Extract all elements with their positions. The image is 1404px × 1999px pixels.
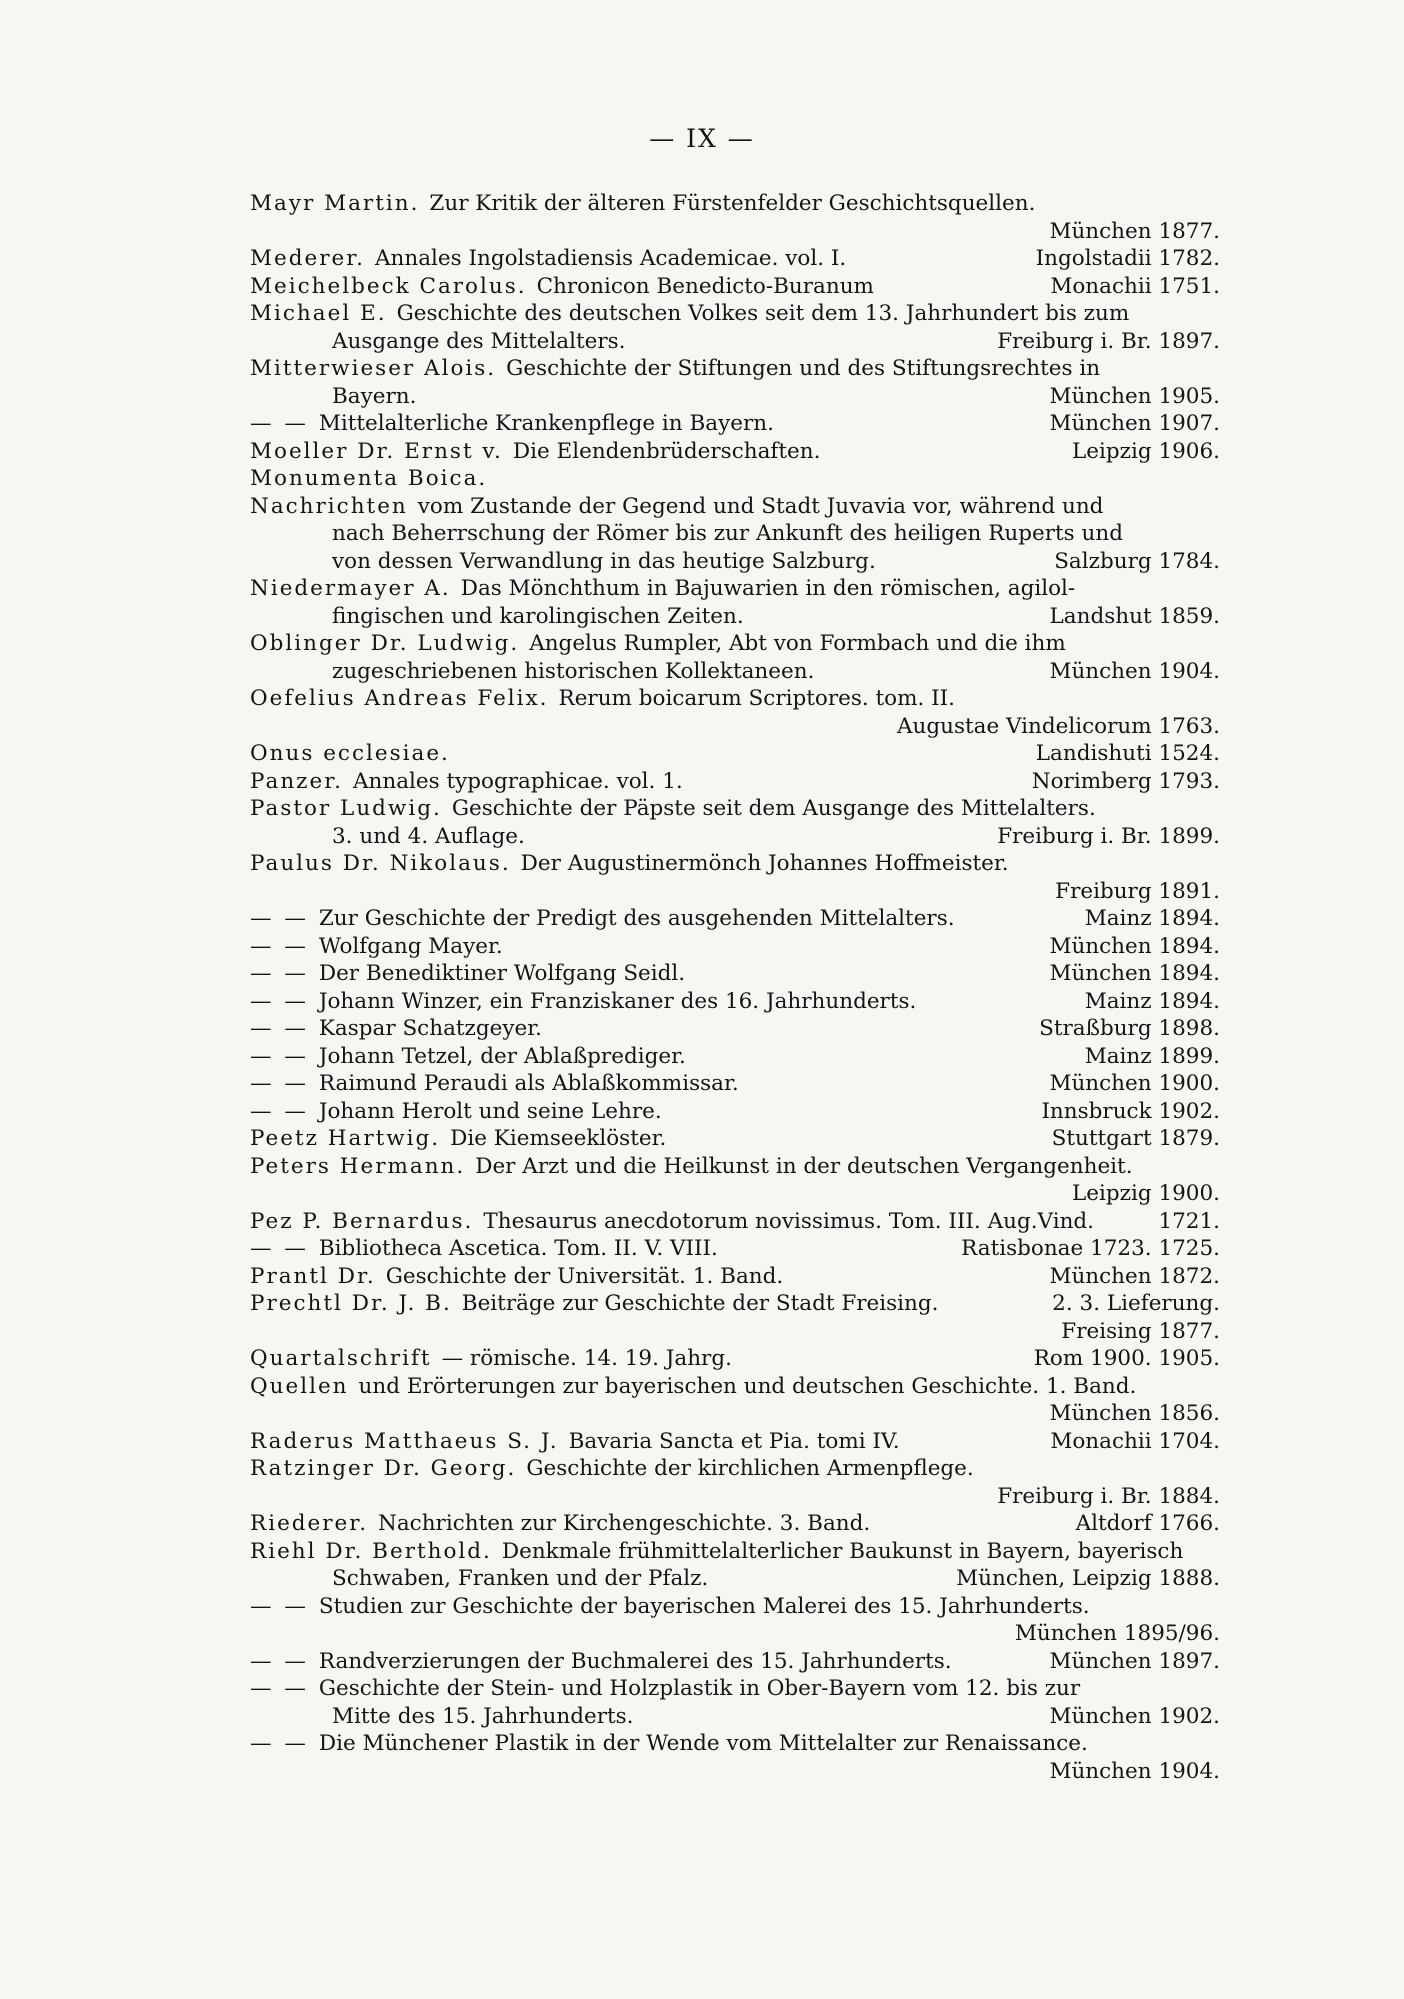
entry-publication: 1721. [1158, 1208, 1220, 1234]
entry-author: Meichelbeck Carolus. [250, 273, 527, 299]
entry-line [250, 218, 1220, 246]
entry-line-left [250, 300, 1129, 328]
entry-publication: Norimberg 1793. [1031, 768, 1220, 794]
entry-line [250, 493, 1220, 521]
entry-line [250, 1318, 1220, 1346]
entry-title: Chronicon Benedicto-Buranum [536, 273, 874, 299]
entry-publication: Mainz 1894. [1084, 906, 1220, 931]
entry-line-left [250, 1098, 662, 1126]
entry-publication: Altdorf 1766. [1075, 1511, 1220, 1536]
entry-line-left [250, 1235, 718, 1263]
entry-line-left [332, 548, 876, 576]
entry-publication: Freiburg 1891. [1055, 878, 1220, 904]
entry-author: Nachrichten [250, 493, 408, 519]
bibliography-entry [250, 1455, 1220, 1510]
entry-author: Raderus Matthaeus S. J. [250, 1428, 559, 1454]
entry-title: nach Beherrschung der Römer bis zur Ankunft des heiligen Ruperts und [332, 521, 1124, 546]
entry-title: Die Kiemseeklöster. [450, 1126, 667, 1151]
entry-author: Mitterwieser Alois. [250, 356, 497, 381]
entry-title: Raimund Peraudi als Ablaßkommissar. [318, 1071, 739, 1096]
bibliography-entry [250, 438, 1220, 466]
entry-line [250, 1758, 1220, 1786]
entry-line-left [332, 658, 814, 686]
entry-line-left [332, 383, 416, 411]
entry-publication: München 1895/96. [1014, 1621, 1220, 1646]
entry-publication: München 1877. [1049, 218, 1220, 244]
entry-line [250, 1098, 1220, 1126]
page-number: — IX — [649, 124, 755, 153]
entry-publication: München 1897. [1049, 1648, 1220, 1674]
entry-line-left [250, 1538, 1183, 1566]
entry-line [250, 1235, 1220, 1263]
entry-title: Johann Winzer, ein Franziskaner des 16. Jahrhunderts. [318, 988, 917, 1014]
entry-line-left [250, 1043, 686, 1071]
bibliography-entry [250, 1538, 1220, 1593]
ditto-dash: — — [250, 1016, 309, 1041]
entry-line [250, 878, 1220, 906]
entry-title: Bayern. [332, 383, 417, 409]
bibliography-entry [250, 1510, 1220, 1538]
entry-publication: München 1900. [1049, 1071, 1220, 1096]
entry-publication: Freising 1877. [1061, 1318, 1220, 1344]
entry-line [250, 988, 1220, 1016]
entry-line-left [250, 190, 1035, 218]
entry-publication: Innsbruck 1902. [1041, 1098, 1220, 1124]
entry-author: Quartalschrift [250, 1346, 432, 1371]
entry-line [250, 1400, 1220, 1428]
entry-line [250, 1648, 1220, 1676]
entry-line [250, 300, 1220, 328]
entry-publication: Augustae Vindelicorum 1763. [896, 713, 1220, 739]
entry-line [250, 438, 1220, 466]
entry-title: Geschichte der Stein- und Holzplastik in Ober-Bayern vom 12. bis zur [318, 1676, 1081, 1701]
bibliography-entry [250, 493, 1220, 576]
entry-title: Geschichte des deutschen Volkes seit dem 13. Jahrhundert bis zum [396, 301, 1130, 326]
bibliography-entry [250, 575, 1220, 630]
entry-line [250, 328, 1220, 356]
entry-author: Peetz Hartwig. [250, 1126, 441, 1151]
entry-line [250, 1565, 1220, 1593]
entry-publication: München 1856. [1049, 1401, 1220, 1426]
bibliography-entry [250, 1263, 1220, 1291]
entry-line [250, 1455, 1220, 1483]
entry-publication: München 1905. [1049, 383, 1220, 409]
entry-line [250, 768, 1220, 796]
entry-line [250, 905, 1220, 933]
entry-publication: Rom 1900. 1905. [1033, 1346, 1220, 1371]
entry-line [250, 520, 1220, 548]
entry-author: Paulus Dr. Nikolaus. [250, 851, 511, 876]
entry-title: Bibliotheca Ascetica. Tom. II. V. VIII. [318, 1236, 718, 1261]
entry-line [250, 603, 1220, 631]
ditto-dash: — — [250, 1648, 309, 1674]
bibliography-entry [250, 1098, 1220, 1126]
entry-line [250, 1345, 1220, 1373]
entry-line-left [332, 1565, 708, 1593]
entry-author: Peters Hermann. [250, 1153, 466, 1179]
entry-line [250, 465, 1220, 493]
bibliography-entry [250, 1290, 1220, 1345]
entry-line [250, 273, 1220, 301]
entry-author: Panzer. [250, 768, 343, 794]
entry-title: 3. und 4. Auflage. [332, 823, 525, 849]
entry-line-left [250, 1263, 783, 1291]
entry-line [250, 1125, 1220, 1153]
entry-title: Geschichte der Universität. 1. Band. [385, 1263, 784, 1289]
entry-line-left [250, 1208, 1094, 1236]
bibliography-entry [250, 1593, 1220, 1648]
bibliography-entry [250, 1648, 1220, 1676]
entry-line-left [250, 933, 503, 961]
bibliography-entry [250, 1345, 1220, 1373]
entry-title: Der Benediktiner Wolfgang Seidl. [318, 961, 686, 986]
entry-author: Mayr Martin. [250, 191, 420, 216]
ditto-dash: — — [250, 411, 309, 436]
entry-author: Quellen [250, 1373, 349, 1399]
bibliography-entry [250, 245, 1220, 273]
entry-line-left [250, 685, 955, 713]
entry-line [250, 850, 1220, 878]
entry-title: Beiträge zur Geschichte der Stadt Freising. [461, 1291, 939, 1316]
entry-title: zugeschriebenen historischen Kollektaneen. [332, 658, 815, 684]
bibliography-entry [250, 1015, 1220, 1043]
entry-title: vom Zustande der Gegend und Stadt Juvavia vor, während und [417, 493, 1104, 519]
bibliography-entry [250, 685, 1220, 740]
entry-title: und Erörterungen zur bayerischen und deutschen Geschichte. 1. Band. [358, 1373, 1137, 1399]
entry-author: Onus ecclesiae. [250, 741, 450, 766]
entry-publication: Mainz 1899. [1084, 1043, 1220, 1069]
entry-author: Prantl Dr. [250, 1263, 376, 1289]
bibliography-entry [250, 795, 1220, 850]
entry-line [250, 1730, 1220, 1758]
entry-title: von dessen Verwandlung in das heutige Salzburg. [332, 548, 876, 574]
entry-publication: München 1904. [1049, 1758, 1220, 1784]
entry-publication: Monachii 1751. [1050, 273, 1220, 299]
entry-publication: Salzburg 1784. [1054, 548, 1220, 574]
entry-line-left [250, 1455, 974, 1483]
bibliography-entry [250, 1373, 1220, 1428]
entry-line [250, 190, 1220, 218]
entry-title: Studien zur Geschichte der bayerischen Malerei des 15. Jahrhunderts. [318, 1593, 1090, 1619]
entry-title: Das Mönchthum in Bajuwarien in den römischen, agilol- [460, 576, 1076, 601]
entry-author: Pez P. Bernardus. [250, 1208, 474, 1234]
entry-title: Der Augustinermönch Johannes Hoffmeister. [520, 851, 1009, 876]
entry-author: Prechtl Dr. J. B. [250, 1291, 452, 1316]
entry-line-left [250, 1345, 732, 1373]
entry-line-left [250, 768, 683, 796]
entry-line [250, 1483, 1220, 1511]
ditto-dash: — — [250, 1098, 309, 1124]
entry-line-left [250, 988, 916, 1016]
entry-line [250, 1510, 1220, 1538]
entry-line-left [332, 823, 525, 851]
entry-line-left [250, 410, 774, 438]
entry-line-left [250, 1290, 938, 1318]
entry-title: Denkmale frühmittelalterlicher Baukunst in Bayern, bayerisch [501, 1538, 1184, 1564]
entry-line-left [250, 905, 955, 933]
entry-line [250, 960, 1220, 988]
entry-line [250, 1675, 1220, 1703]
entry-line-left [250, 795, 1096, 823]
entry-line-left [250, 960, 685, 988]
entry-title: Geschichte der Stiftungen und des Stiftungsrechtes in [506, 356, 1101, 381]
entry-publication: Stuttgart 1879. [1051, 1126, 1220, 1151]
entry-line-left [250, 493, 1103, 521]
entry-publication: München 1872. [1049, 1263, 1220, 1289]
entry-title: Rerum boicarum Scriptores. tom. II. [558, 686, 955, 711]
ditto-dash: — — [250, 906, 309, 931]
bibliography-entry [250, 1070, 1220, 1098]
bibliography-list [250, 190, 1220, 1785]
entry-line-left [332, 1703, 633, 1731]
entry-title: Die Elendenbrüderschaften. [512, 438, 821, 464]
entry-line [250, 1015, 1220, 1043]
entry-line [250, 658, 1220, 686]
entry-line [250, 1373, 1220, 1401]
bibliography-entry [250, 273, 1220, 301]
entry-publication: Freiburg i. Br. 1897. [997, 328, 1220, 354]
bibliography-entry [250, 960, 1220, 988]
entry-author: Ratzinger Dr. Georg. [250, 1456, 517, 1481]
entry-author: Pastor Ludwig. [250, 796, 442, 821]
entry-line-left [250, 273, 874, 301]
bibliography-entry [250, 1153, 1220, 1208]
ditto-dash: — — [250, 961, 309, 986]
entry-line [250, 575, 1220, 603]
entry-publication: Monachii 1704. [1050, 1428, 1220, 1454]
entry-line-left [250, 630, 1066, 658]
entry-line [250, 713, 1220, 741]
entry-publication: Landishuti 1524. [1035, 741, 1220, 766]
entry-publication: Leipzig 1900. [1072, 1181, 1220, 1206]
entry-title: Annales Ingolstadiensis Academicae. vol. I. [374, 246, 847, 271]
entry-publication: München 1894. [1049, 933, 1220, 959]
entry-line [250, 1593, 1220, 1621]
entry-publication: München 1904. [1049, 658, 1220, 684]
entry-title: Annales typographicae. vol. 1. [352, 768, 683, 794]
ditto-dash: — — [250, 933, 309, 959]
entry-publication: Straßburg 1898. [1039, 1016, 1220, 1041]
ditto-dash: — — [250, 1236, 309, 1261]
entry-line-left [250, 1125, 666, 1153]
entry-line-left [250, 740, 460, 768]
entry-line [250, 1703, 1220, 1731]
entry-line-left [250, 465, 497, 493]
bibliography-entry [250, 1675, 1220, 1730]
bibliography-entry [250, 933, 1220, 961]
entry-line-left [250, 850, 1009, 878]
entry-line [250, 740, 1220, 768]
entry-line-left [250, 1070, 739, 1098]
entry-line [250, 245, 1220, 273]
bibliography-entry [250, 410, 1220, 438]
entry-publication: München, Leipzig 1888. [956, 1566, 1220, 1591]
entry-line [250, 1043, 1220, 1071]
entry-title: Geschichte der Päpste seit dem Ausgange des Mittelalters. [451, 796, 1096, 821]
entry-line-left [332, 328, 625, 356]
entry-author: Mederer. [250, 246, 365, 271]
entry-publication: München 1894. [1049, 961, 1220, 986]
entry-publication: Mainz 1894. [1084, 988, 1220, 1014]
ditto-dash: — — [250, 988, 309, 1014]
entry-title: Angelus Rumpler, Abt von Formbach und die ihm [529, 631, 1066, 656]
entry-publication: Leipzig 1906. [1072, 438, 1220, 464]
bibliography-entry [250, 1730, 1220, 1785]
entry-publication: 2. 3. Lieferung. [1052, 1291, 1220, 1316]
entry-title: Geschichte der kirchlichen Armenpflege. [526, 1456, 974, 1481]
bibliography-entry [250, 1125, 1220, 1153]
entry-line-left [250, 1153, 1133, 1181]
entry-line-left [250, 1373, 1136, 1401]
entry-title: — römische. 14. 19. Jahrg. [441, 1346, 732, 1371]
entry-line [250, 1070, 1220, 1098]
entry-line-left [250, 1675, 1080, 1703]
entry-line-left [250, 438, 820, 466]
entry-line [250, 355, 1220, 383]
entry-title: Johann Herolt und seine Lehre. [318, 1098, 662, 1124]
bibliography-entry [250, 1235, 1220, 1263]
entry-author: Riehl Dr. Berthold. [250, 1538, 492, 1564]
bibliography-entry [250, 768, 1220, 796]
entry-line-left [250, 1510, 870, 1538]
bibliography-entry [250, 355, 1220, 410]
ditto-dash: — — [250, 1071, 309, 1096]
entry-title: Johann Tetzel, der Ablaßprediger. [318, 1043, 686, 1069]
entry-line [250, 630, 1220, 658]
ditto-dash: — — [250, 1593, 309, 1619]
entry-author: Niedermayer A. [250, 576, 451, 601]
entry-title: Mittelalterliche Krankenpflege in Bayern. [318, 411, 774, 436]
entry-title: Zur Geschichte der Predigt des ausgehenden Mittelalters. [318, 906, 955, 931]
entry-title: Zur Kritik der älteren Fürstenfelder Geschichtsquellen. [429, 191, 1036, 216]
entry-publication: München 1902. [1049, 1703, 1220, 1729]
entry-title: Bavaria Sancta et Pia. tomi IV. [568, 1428, 900, 1454]
entry-title: Wolfgang Mayer. [318, 933, 503, 959]
entry-author: Michael E. [250, 301, 387, 326]
entry-line [250, 410, 1220, 438]
entry-title: Thesaurus anecdotorum novissimus. Tom. III. Aug.Vind. [483, 1208, 1095, 1234]
entry-publication: Ingolstadii 1782. [1035, 246, 1220, 271]
entry-title: Kaspar Schatzgeyer. [318, 1016, 542, 1041]
entry-title: Nachrichten zur Kirchengeschichte. 3. Band. [378, 1511, 871, 1536]
entry-line [250, 1180, 1220, 1208]
entry-line-left [250, 575, 1075, 603]
ditto-dash: — — [250, 1043, 309, 1069]
entry-line [250, 1153, 1220, 1181]
entry-line [250, 383, 1220, 411]
entry-publication: Landshut 1859. [1049, 603, 1220, 629]
entry-title: Randverzierungen der Buchmalerei des 15. Jahrhunderts. [318, 1648, 952, 1674]
bibliography-entry [250, 905, 1220, 933]
bibliography-entry [250, 1208, 1220, 1236]
bibliography-entry [250, 300, 1220, 355]
entry-line [250, 685, 1220, 713]
entry-author: Oefelius Andreas Felix. [250, 686, 549, 711]
bibliography-entry [250, 465, 1220, 493]
entry-line [250, 1290, 1220, 1318]
entry-publication: München 1907. [1049, 411, 1220, 436]
entry-line [250, 1620, 1220, 1648]
entry-title: Mitte des 15. Jahrhunderts. [332, 1703, 634, 1729]
entry-line [250, 1428, 1220, 1456]
entry-publication: Freiburg i. Br. 1899. [997, 823, 1220, 849]
entry-line-left [250, 355, 1100, 383]
entry-publication: Freiburg i. Br. 1884. [997, 1483, 1220, 1509]
entry-author: Moeller Dr. Ernst v. [250, 438, 503, 464]
entry-line [250, 1208, 1220, 1236]
entry-line-left [332, 520, 1123, 548]
entry-line-left [250, 1015, 542, 1043]
entry-line-left [250, 245, 846, 273]
entry-line-left [250, 1730, 1088, 1758]
entry-line [250, 1263, 1220, 1291]
entry-title: Schwaben, Franken und der Pfalz. [332, 1566, 709, 1591]
entry-line [250, 933, 1220, 961]
entry-line-left [250, 1428, 900, 1456]
bibliography-entry [250, 1043, 1220, 1071]
ditto-dash: — — [250, 1731, 309, 1756]
entry-line [250, 1538, 1220, 1566]
bibliography-entry [250, 988, 1220, 1016]
entry-title: fingischen und karolingischen Zeiten. [332, 603, 744, 629]
entry-publication: Ratisbonae 1723. 1725. [961, 1236, 1220, 1261]
entry-line-left [250, 1593, 1090, 1621]
entry-title: Der Arzt und die Heilkunst in der deutschen Vergangenheit. [475, 1153, 1133, 1179]
entry-title: Ausgange des Mittelalters. [332, 328, 626, 354]
bibliography-entry [250, 740, 1220, 768]
entry-author: Riederer. [250, 1511, 369, 1536]
bibliography-entry [250, 190, 1220, 245]
ditto-dash: — — [250, 1676, 309, 1701]
entry-line-left [250, 1648, 952, 1676]
entry-title: Die Münchener Plastik in der Wende vom Mittelalter zur Renaissance. [318, 1731, 1088, 1756]
entry-author: Monumenta Boica. [250, 466, 488, 491]
bibliography-entry [250, 850, 1220, 905]
entry-line [250, 548, 1220, 576]
entry-line [250, 795, 1220, 823]
bibliography-entry [250, 630, 1220, 685]
entry-line-left [332, 603, 744, 631]
entry-author: Oblinger Dr. Ludwig. [250, 631, 520, 656]
entry-line [250, 823, 1220, 851]
bibliography-entry [250, 1428, 1220, 1456]
